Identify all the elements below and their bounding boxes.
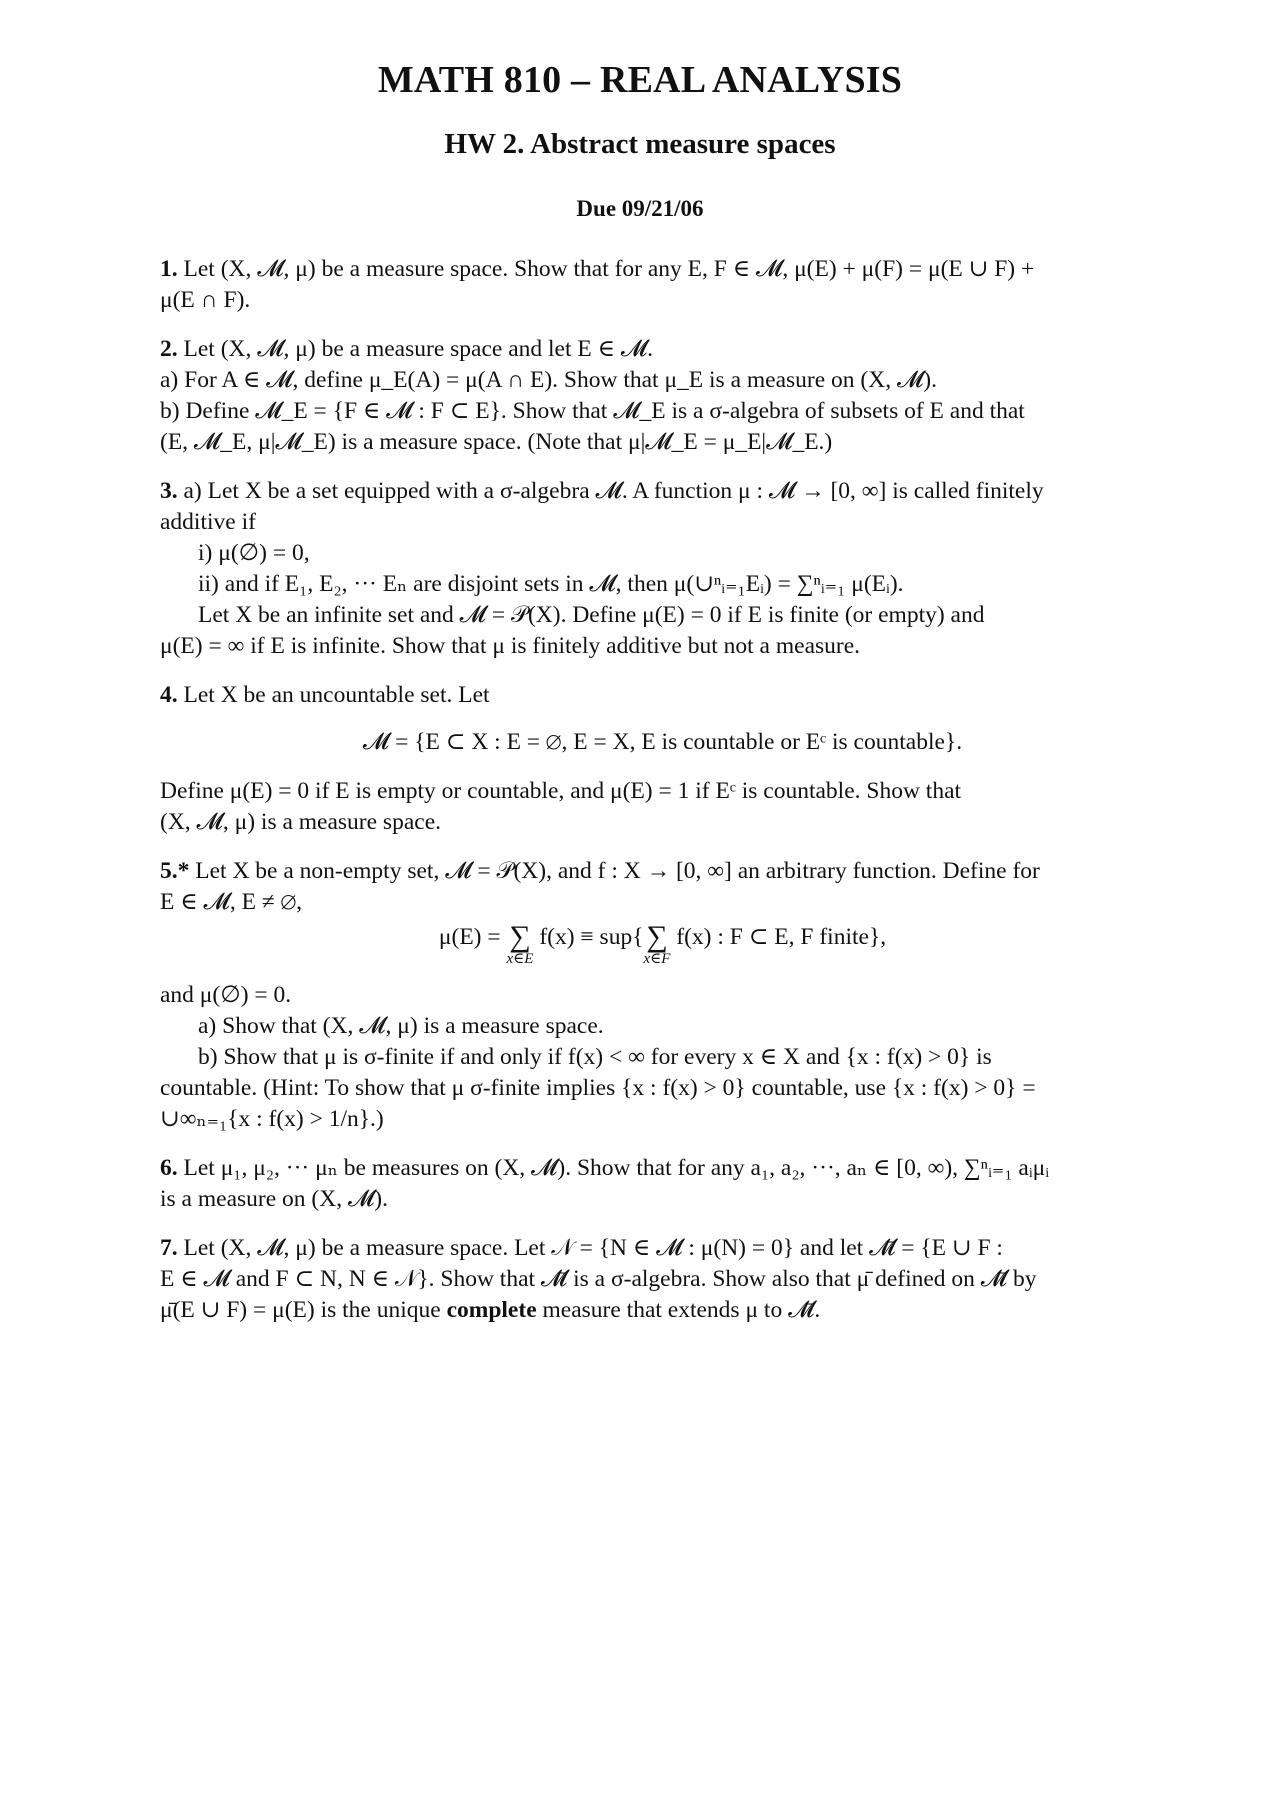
problem-text: ∪∞ₙ₌₁{x : f(x) > 1/n}.) [160,1106,384,1132]
problem-text: E ∈ 𝓜 and F ⊂ N, N ∈ 𝒩}. Show that 𝓜̄ is a σ-algebra. Show also that μ̄ defined on 𝓜̄ by [160,1266,1037,1292]
problem-number: 3. [160,478,178,504]
sigma-glyph: ∑ [509,920,531,953]
problem-1 [160,254,1165,316]
problem-number: 2. [160,336,178,362]
sigma-glyph: ∑ [646,920,668,953]
equation-part: f(x) : F ⊂ E, F finite}, [676,924,887,950]
problem-text: μ(E ∩ F). [160,287,251,313]
due-date: Due 09/21/06 [576,196,704,221]
problem-2 [160,334,1165,458]
problem-7 [160,1233,1165,1326]
problem-text: Let (X, 𝓜, μ) be a measure space. Show that for any E, F ∈ 𝓜, μ(E) + μ(F) = μ(E ∪ F) + [183,256,1035,282]
problem-part-b: b) Show that μ is σ-finite if and only if f(x) < ∞ for every x ∈ X and {x : f(x) > 0} is [198,1044,992,1070]
problem-5 [160,856,1165,1135]
problem-number: 6. [160,1155,178,1181]
problem-text: additive if [160,509,256,535]
sum-symbol [507,922,534,966]
problem-number: 7. [160,1235,178,1261]
problem-text: a) Let X be a set equipped with a σ-algebra 𝓜. A function μ : 𝓜 → [0, ∞] is called finitely [183,478,1044,504]
problem-number: 4. [160,682,178,708]
problem-text: and μ(∅) = 0. [160,982,292,1008]
problem-text: Let X be an uncountable set. Let [183,682,490,708]
problem-text: Let X be an infinite set and 𝓜 = 𝒫(X). Define μ(E) = 0 if E is finite (or empty) and [198,602,985,628]
equation-part: f(x) ≡ sup{ [539,924,644,950]
problem-text: μ(E) = ∞ if E is infinite. Show that μ is finitely additive but not a measure. [160,633,861,659]
problem-text: Let (X, 𝓜, μ) be a measure space and let E ∈ 𝓜. [183,336,654,362]
display-equation: 𝓜 = {E ⊂ X : E = ∅, E = X, E is countable or Eᶜ is countable}. [362,729,963,755]
problem-3 [160,476,1165,662]
problem-text: (X, 𝓜, μ) is a measure space. [160,809,441,835]
problem-6 [160,1153,1165,1215]
problem-part-a: a) Show that (X, 𝓜, μ) is a measure space. [198,1013,604,1039]
problem-text: E ∈ 𝓜, E ≠ ∅, [160,889,303,915]
problem-number: 5.* [160,858,190,884]
problem-text: Let μ₁, μ₂, ··· μₙ be measures on (X, 𝓜). Show that for any a₁, a₂, ···, aₙ ∈ [0, ∞), ∑ⁿᵢ₌₁ aᵢμᵢ [183,1155,1050,1181]
condition-i: i) μ(∅) = 0, [198,540,310,566]
problem-text: measure that extends μ to 𝓜̄. [542,1297,821,1323]
problem-text: Let (X, 𝓜, μ) be a measure space. Let 𝒩 = {N ∈ 𝓜 : μ(N) = 0} and let 𝓜̄ = {E ∪ F : [183,1235,1003,1261]
problem-text: (E, 𝓜_E, μ|𝓜_E) is a measure space. (Note that μ|𝓜_E = μ_E|𝓜_E.) [160,429,833,455]
equation-part: μ(E) = [438,924,501,950]
problem-text: is a measure on (X, 𝓜). [160,1186,388,1212]
problem-part-b: b) Define 𝓜_E = {F ∈ 𝓜 : F ⊂ E}. Show that 𝓜_E is a σ-algebra of subsets of E and that [160,398,1025,424]
problem-number: 1. [160,256,178,282]
condition-ii: ii) and if E₁, E₂, ··· Eₙ are disjoint sets in 𝓜, then μ(∪ⁿᵢ₌₁Eᵢ) = ∑ⁿᵢ₌₁ μ(Eᵢ). [198,571,904,597]
sum-subscript: x∈F [643,951,671,967]
sum-symbol [643,922,670,966]
problem-text: Define μ(E) = 0 if E is empty or countable, and μ(E) = 1 if Eᶜ is countable. Show that [160,778,962,804]
problem-text: countable. (Hint: To show that μ σ-finite implies {x : f(x) > 0} countable, use {x : f(x) > 0} = [160,1075,1036,1101]
problem-text: Let X be a non-empty set, 𝓜 = 𝒫(X), and f : X → [0, ∞] an arbitrary function. Define for [195,858,1040,884]
emphasis-complete: complete [446,1297,537,1323]
problem-part-a: a) For A ∈ 𝓜, define μ_E(A) = μ(A ∩ E). Show that μ_E is a measure on (X, 𝓜). [160,367,937,393]
problem-text: μ̄(E ∪ F) = μ(E) is the unique [160,1297,441,1323]
problem-4 [160,680,1165,838]
sum-subscript: x∈E [506,951,534,967]
problem-list [160,254,1165,1344]
page-subtitle: HW 2. Abstract measure spaces [444,128,836,160]
display-equation [160,922,1165,966]
page-title: MATH 810 – REAL ANALYSIS [377,59,903,101]
